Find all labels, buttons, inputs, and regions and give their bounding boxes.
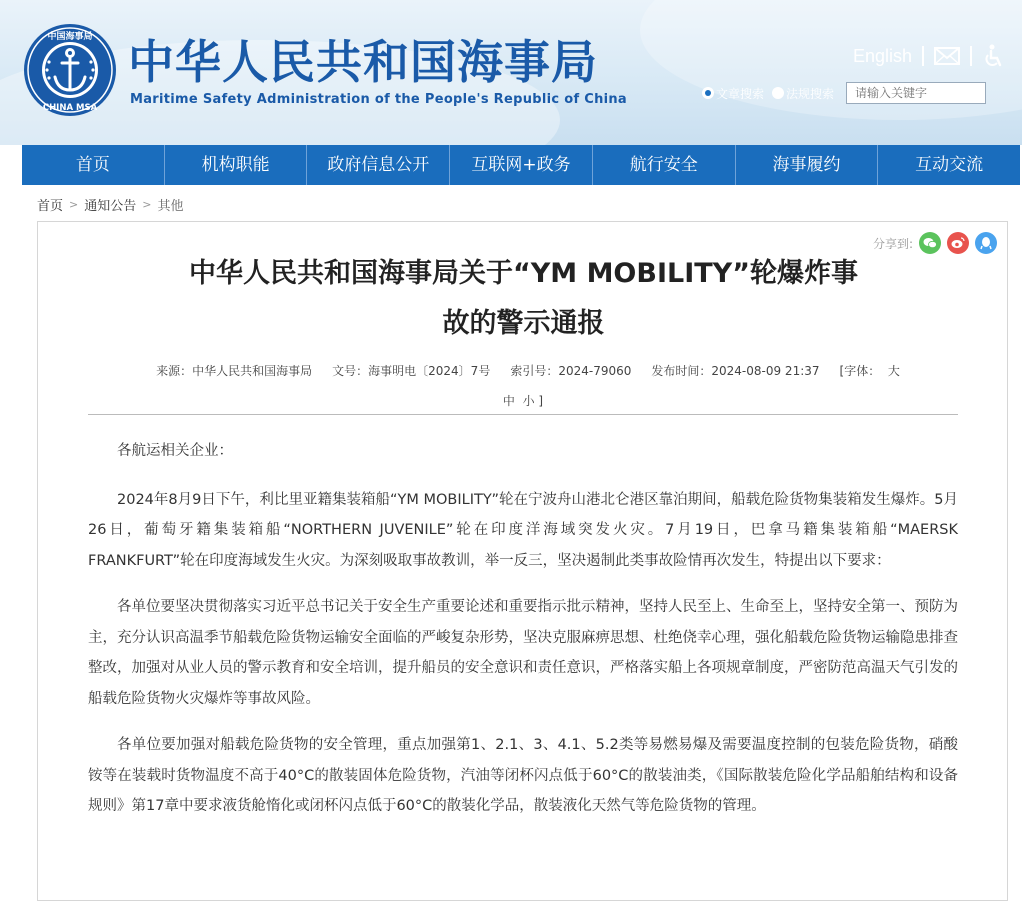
article-paragraph: 各单位要坚决贯彻落实习近平总书记关于安全生产重要论述和重要指示批示精神，坚持人民至上、生命至上，坚持安全第一、预防为主，充分认识高温季节船载危险货物运输安全面临的严峻复杂形势，坚决克服麻痹思想、杜绝侥幸心理，强化船载危险货物运输隐患排查整改，加强对从业人员的警示教育和安全培训，提升船员的安全意识和责任意识，严格落实船上各项规章制度，严密防范高温天气引发的船载危险货物火灾爆炸等事故风险。 — [88, 599, 958, 707]
article-paragraph: 各航运相关企业： — [117, 443, 233, 459]
breadcrumb — [37, 195, 183, 214]
font-large-button[interactable]: 大 — [887, 364, 900, 378]
search-option-regulation[interactable]: 法规搜索 — [772, 85, 834, 102]
font-size-control-2: 中 小 ] — [502, 394, 544, 408]
nav-item-home[interactable]: 首页 — [22, 145, 165, 185]
meta-published: 发布时间：2024-08-09 21:37 — [651, 364, 820, 378]
meta-doc-no: 文号：海事明电〔2024〕7号 — [332, 364, 491, 378]
search-input[interactable] — [846, 82, 986, 104]
site-title-cn: 中华人民共和国海事局 — [128, 35, 598, 89]
divider — [922, 46, 924, 66]
article-title: 中华人民共和国海事局关于“YM MOBILITY”轮爆炸事 故的警示通报 — [189, 258, 858, 339]
logo-text-bottom: CHINA MSA — [42, 103, 98, 113]
msa-logo-icon[interactable] — [22, 22, 118, 118]
breadcrumb-notices[interactable]: 通知公告 — [84, 199, 137, 214]
article-paragraph: 各单位要加强对船载危险货物的安全管理，重点加强第1、2.1、3、4.1、5.2类等易燃易爆及需要温度控制的包装危险货物，硝酸铵等在装载时货物温度不高于40°C的散装固体危险货物，汽油等闭杯闪点低于60°C的散装油类，《国际散装危险化学品船舶结构和设备规则》第17章中要求液货舱惰化或闭杯闪点低于60°C的散装化学品，散装液化天然气等危险货物的管理。 — [88, 737, 958, 814]
site-title-en: Maritime Safety Administration of the People's Republic of China — [130, 92, 628, 107]
accessibility-icon[interactable] — [982, 44, 1004, 68]
nav-item-gov-info[interactable]: 政府信息公开 — [307, 145, 450, 185]
breadcrumb-home[interactable]: 首页 — [37, 199, 64, 214]
english-link[interactable]: English — [852, 45, 912, 66]
search-option-article[interactable]: 文章搜索 — [702, 85, 764, 102]
nav-item-functions[interactable]: 机构职能 — [165, 145, 308, 185]
article-paragraph: 2024年8月9日下午，利比里亚籍集装箱船“YM MOBILITY”轮在宁波舟山港北仑港区靠泊期间，船载危险货物集装箱发生爆炸。5月26日，葡萄牙籍集装箱船“NORTHERN JUVENILE”轮在印度洋海域突发火灾。7月19日，巴拿马籍集装箱船“MAERSK FRANKFURT”轮在印度海域发生火灾。为深刻吸取事故教训，举一反三，坚决遏制此类事故险情再次发生，特提出以下要求： — [88, 491, 958, 569]
main-nav — [22, 145, 1020, 185]
article-body — [88, 436, 958, 838]
nav-item-internet-gov[interactable]: 互联网+政务 — [450, 145, 593, 185]
site-header — [0, 0, 1022, 145]
meta-source: 来源：中华人民共和国海事局 — [156, 364, 313, 378]
article-meta — [98, 356, 948, 416]
nav-item-interaction[interactable]: 互动交流 — [915, 155, 984, 175]
meta-index-no: 索引号：2024-79060 — [510, 364, 632, 378]
nav-item-compliance[interactable]: 海事履约 — [736, 145, 879, 185]
mail-icon[interactable] — [934, 46, 960, 66]
breadcrumb-other[interactable]: 其他 — [157, 199, 184, 214]
chevron-right-icon: > — [69, 198, 79, 211]
font-size-control: [字体： 大 — [839, 364, 900, 378]
logo-text-top: 中国海事局 — [47, 32, 93, 42]
divider — [970, 46, 972, 66]
radio-icon — [772, 87, 784, 99]
search-bar — [702, 82, 986, 104]
radio-icon — [702, 87, 714, 99]
font-medium-button[interactable]: 中 — [502, 394, 515, 408]
meta-divider — [88, 414, 958, 415]
header-tools — [853, 44, 1004, 68]
nav-item-navigation-safety[interactable]: 航行安全 — [593, 145, 736, 185]
share-label: 分享到: — [872, 236, 913, 251]
article-panel — [37, 221, 1008, 901]
chevron-right-icon: > — [142, 198, 152, 211]
font-small-button[interactable]: 小 — [522, 394, 535, 408]
